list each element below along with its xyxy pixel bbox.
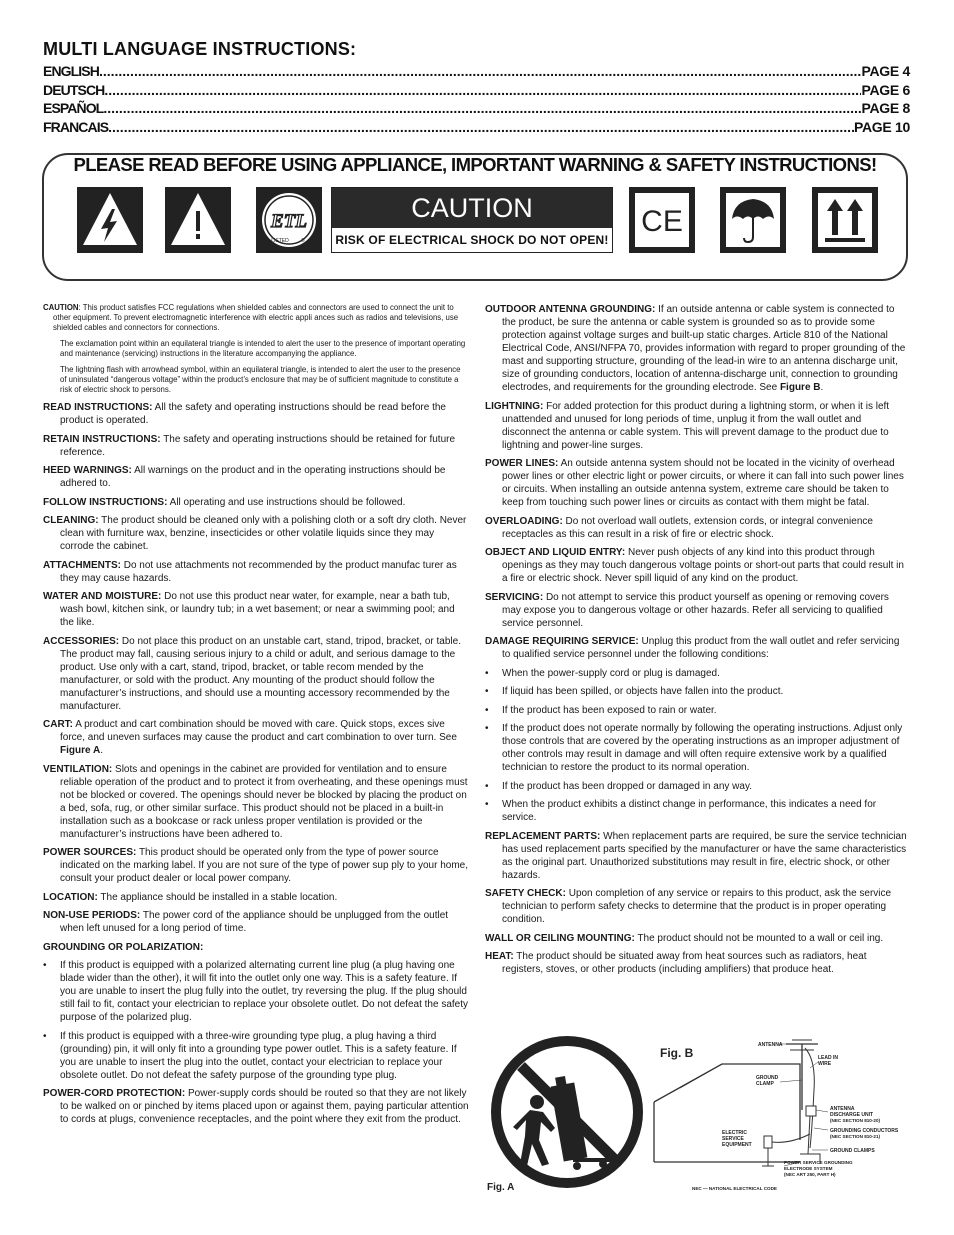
toc-page: PAGE 8 (861, 100, 910, 116)
lead-in-label: LEAD IN (818, 1055, 838, 1061)
power-sources: POWER SOURCES: This product should be operated only from the type of power source indicated on the marking label. If you are not sure of the type of power sup ply to your home, consult your product dealer or local power company. (43, 847, 469, 884)
toc-row-deutsch (43, 82, 910, 100)
wall-or-ceiling-mounting: WALL OR CEILING MOUNTING: The product should not be mounted to a wall or ceil ing. (485, 932, 884, 944)
grounding-conductors-label: (NEC SECTION 810-21) (830, 1134, 881, 1139)
grounding-conductors-label: GROUNDING CONDUCTORS (830, 1128, 899, 1134)
list-item: • If the product has been dropped or damaged in any way. (485, 780, 752, 792)
toc-lang: FRANCAIS (43, 119, 109, 135)
figure-a-ref: Figure A (60, 745, 101, 756)
left-column (43, 303, 469, 1132)
accessories: ACCESSORIES: Do not place this product on an unstable cart, stand, tripod, bracket, or table. The product may fall, causing serious injury to a child or adult, and serious damage to the product. Use only with a cart, stand, tripod, bracket, or table recom mended by the manufacturer, or sold with the product. Any mounting of the product should follow the manufacturer’s instructions, and should use a mounting accessory recommended by the manufacturer. (43, 635, 461, 712)
power-cord-protection: POWER-CORD PROTECTION: Power-supply cords should be routed so that they are not likely to be walked on or pinched by items placed upon or against them, paying particular attention to cords at plugs, convenience receptacles, and the point where they exit from the product. (43, 1088, 469, 1125)
antenna-label: ANTENNA (758, 1042, 783, 1048)
safety-check: SAFETY CHECK: Upon completion of any service or repairs to this product, ask the service technician to perform safety checks to determine that the product is in proper operating condition. (485, 888, 892, 925)
page-title: MULTI LANGUAGE INSTRUCTIONS: (43, 39, 357, 59)
caution-subtext: RISK OF ELECTRICAL SHOCK DO NOT OPEN! (335, 233, 609, 247)
list-item: • When the power-supply cord or plug is damaged. (485, 667, 720, 679)
outdoor-antenna-grounding: OUTDOOR ANTENNA GROUNDING: If an outside antenna or cable system is connected to the product, be sure the antenna or cable system is grounded so as to provide some protection against voltage surges and built-up static charges. Article 810 of the National Electrical Code, ANSI/NFPA 70, provides information with regard to proper grounding of the mast and supporting structure, grounding of the lead-in wire to an antenna discharge unit, size of grounding conductors, location of antenna-discharge unit, connection to grounding electrodes, and requirements for the grounding electrode. See Figure B. (485, 304, 906, 393)
electrode-system-label: ELECTRODE SYSTEM (784, 1166, 833, 1171)
toc-page: PAGE 6 (861, 82, 910, 98)
servicing: SERVICING: Do not attempt to service this product yourself as opening or removing covers may expose you to dangerous voltage or other hazards. Refer all servicing to qualified service personnel. (485, 591, 889, 629)
lightning-flash-paragraph: The lightning flash with arrowhead symbol, within an equilateral triangle, is intended to alert the user to the presence of uninsulated “dangerous voltage” within the product’s enclosure that may be of sufficient magnitude to constitute a risk of electric shock to persons. (60, 365, 461, 394)
toc-lang: ESPAÑOL (43, 100, 104, 116)
list-item: • When the product exhibits a distinct change in performance, this indicates a need for service. (485, 799, 877, 823)
figure-a-cart-warning (485, 1030, 645, 1192)
service-equipment-label: ELECTRIC (722, 1130, 747, 1136)
etl-listed-icon (256, 187, 322, 253)
toc-page: PAGE 4 (861, 63, 910, 79)
toc-page: PAGE 10 (854, 119, 910, 135)
list-item: • If this product is equipped with a three-wire grounding type plug, a plug having a third (grounding) pin, it will only fit into a grounding type power outlet. This is a safety feature. If you are unable to insert the plug into the outlet, contact your electrician to replace your obsolete outlet. Do not defeat the safety purpose of the grounding type plug. (43, 1030, 457, 1081)
keep-dry-umbrella-icon (720, 187, 786, 253)
toc-row-english (43, 63, 910, 81)
exclamation-paragraph: The exclamation point within an equilateral triangle is intended to alert the user to the presence of important operating and maintenance (servicing) instructions in the literature accompanying the appliance. (60, 339, 466, 358)
electric-shock-icon (77, 187, 143, 253)
discharge-unit-label: ANTENNA (830, 1106, 855, 1112)
attachments: ATTACHMENTS: Do not use attachments not recommended by the product manufac turer as they may cause hazards. (43, 559, 457, 584)
figure-b-label: Fig. B (660, 1046, 694, 1060)
overloading: OVERLOADING: Do not overload wall outlets, extension cords, or integral convenience receptacles as this can result in a risk of fire or electric shock. (485, 515, 873, 540)
list-item: • If this product is equipped with a polarized alternating current line plug (a plug having one blade wider than the other), it will fit into the outlet only one way. This is a safety feature. If you are unable to insert the plug fully into the outlet, try reversing the plug. If the plug should still fail to fit, contact your electrician to replace your obsolete outlet. Do not defeat the safety purpose of the polarized plug. (43, 960, 468, 1023)
etl-mark: ETL (271, 211, 307, 232)
warning-title: PLEASE READ BEFORE USING APPLIANCE, IMPORTANT WARNING & SAFETY INSTRUCTIONS! (73, 154, 877, 175)
ground-clamp-label: CLAMP (756, 1081, 774, 1087)
ce-mark-icon (629, 187, 695, 253)
service-equipment-label: SERVICE (722, 1136, 744, 1142)
non-use-periods: NON-USE PERIODS: The power cord of the appliance should be unplugged from the outlet when left unused for a long period of time. (43, 910, 449, 934)
lightning: LIGHTNING: For added protection for this product during a lightning storm, or when it is left unattended and unused for long periods of time, unplug it from the wall outlet and disconnect the antenna or cable system. This will prevent damage to the product due to lightning and power-line surges. (485, 400, 890, 451)
water-and-moisture: WATER AND MOISTURE: Do not use this product near water, for example, near a bath tub, wash bowl, kitchen sink, or laundry tub; in a wet basement; or near a swimming pool; and the like. (43, 591, 455, 628)
right-column (485, 303, 910, 982)
exclamation-warning-icon (165, 187, 231, 253)
toc-lang: ENGLISH (43, 63, 99, 79)
cart: CART: A product and cart combination should be moved with care. Quick stops, exces sive force, and uneven surfaces may cause the product and cart combination to over turn. See Figure A. (43, 719, 457, 756)
replacement-parts: REPLACEMENT PARTS: When replacement parts are required, be sure the service technician has used replacement parts specified by the manufacturer or have the same characteristics as the original part. Unauthorized substitutions may result in fire, electric shock, or other hazards. (485, 830, 907, 881)
discharge-unit-label: (NEC SECTION 810-20) (830, 1118, 881, 1123)
ce-mark-text: CE (641, 205, 683, 238)
figure-b-antenna-grounding (650, 1030, 912, 1198)
nec-footnote: NEC — NATIONAL ELECTRICAL CODE (692, 1186, 777, 1191)
heat: HEAT: The product should be situated away from heat sources such as radiators, heat registers, stoves, or other products (including amplifiers) that produce heat. (485, 951, 867, 975)
cleaning: CLEANING: The product should be cleaned only with a polishing cloth or a soft dry cloth. Never clean with furniture wax, benzine, insecticides or other volatile liquids since they may corrode the cabinet. (43, 515, 467, 552)
read-instructions: READ INSTRUCTIONS: All the safety and operating instructions should be read before the product is operated. (43, 402, 446, 426)
ground-clamp-label: GROUND (756, 1075, 779, 1081)
figure-b-ref: Figure B (779, 382, 821, 393)
discharge-unit-label: DISCHARGE UNIT (830, 1112, 874, 1118)
list-item: • If the product does not operate normally by following the operating instructions. Adjust only those controls that are covered by the operating instructions as an improper adjustment of other controls may result in damage and will often require extensive work by a qualified technician to restore the product to its normal operation. (485, 723, 903, 773)
this-way-up-icon (812, 187, 878, 253)
ground-clamps-label: GROUND CLAMPS (830, 1148, 875, 1154)
caution-paragraph: CAUTION: This product satisfies FCC regulations when shielded cables and connectors are used to connect the unit to other equipment. To prevent electromagnetic interference with electric appli ances such as radios and televisions, use shielded cables and connectors for connections. (43, 303, 459, 332)
ventilation: VENTILATION: Slots and openings in the cabinet are provided for ventilation and to ensure reliable operation of the product and to protect it from overheating, and these openings must not be blocked or covered. The openings should never be blocked by placing the product on a bed, sofa, rug, or other similar surface. This product should not be placed in a built-in installation such as a bookcase or rack unless proper ventilation is provided or the manufacturer’s instructions have been adhered to. (43, 763, 468, 840)
list-item: • If liquid has been spilled, or objects have fallen into the product. (485, 686, 784, 697)
object-and-liquid-entry: OBJECT AND LIQUID ENTRY: Never push objects of any kind into this product through openings as they may touch dangerous voltage points or short-out parts that could result in a fire or electric shock. Never spill liquid of any kind on the product. (485, 547, 904, 584)
etl-listed-text: LISTED (271, 238, 289, 244)
location: LOCATION: The appliance should be installed in a stable location. (43, 891, 338, 903)
wire-label: WIRE (818, 1061, 832, 1067)
damage-requiring-service: DAMAGE REQUIRING SERVICE: Unplug this product from the wall outlet and refer servicing to qualified service personnel under the following conditions: (485, 636, 900, 660)
heed-warnings: HEED WARNINGS: All warnings on the product and in the operating instructions should be adhered to. (43, 465, 446, 489)
caution-heading: CAUTION (332, 188, 612, 228)
grounding-heading: GROUNDING OR POLARIZATION: (43, 941, 204, 953)
follow-instructions: FOLLOW INSTRUCTIONS: All operating and use instructions should be followed. (43, 496, 406, 508)
toc-row-francais (43, 119, 910, 137)
toc-row-espanol (43, 100, 910, 118)
retain-instructions: RETAIN INSTRUCTIONS: The safety and operating instructions should be retained for future reference. (43, 433, 456, 458)
electrode-system-label: POWER SERVICE GROUNDING (784, 1160, 853, 1165)
list-item: • If the product has been exposed to rain or water. (485, 704, 717, 716)
power-lines: POWER LINES: An outside antenna system should not be located in the vicinity of overhead power lines or other electric light or power circuits, or where it can fall into such power lines or circuits. When installing an outside antenna system, extreme care should be taken to keep from touching such power lines or circuits as contact with them might be fatal. (485, 458, 904, 508)
toc-lang: DEUTSCH (43, 82, 105, 98)
figure-a-label: Fig. A (487, 1182, 515, 1192)
electrode-system-label: (NEC ART 250, PART H) (784, 1172, 836, 1177)
svg-text:®: ® (301, 238, 305, 244)
service-equipment-label: EQUIPMENT (722, 1142, 752, 1148)
